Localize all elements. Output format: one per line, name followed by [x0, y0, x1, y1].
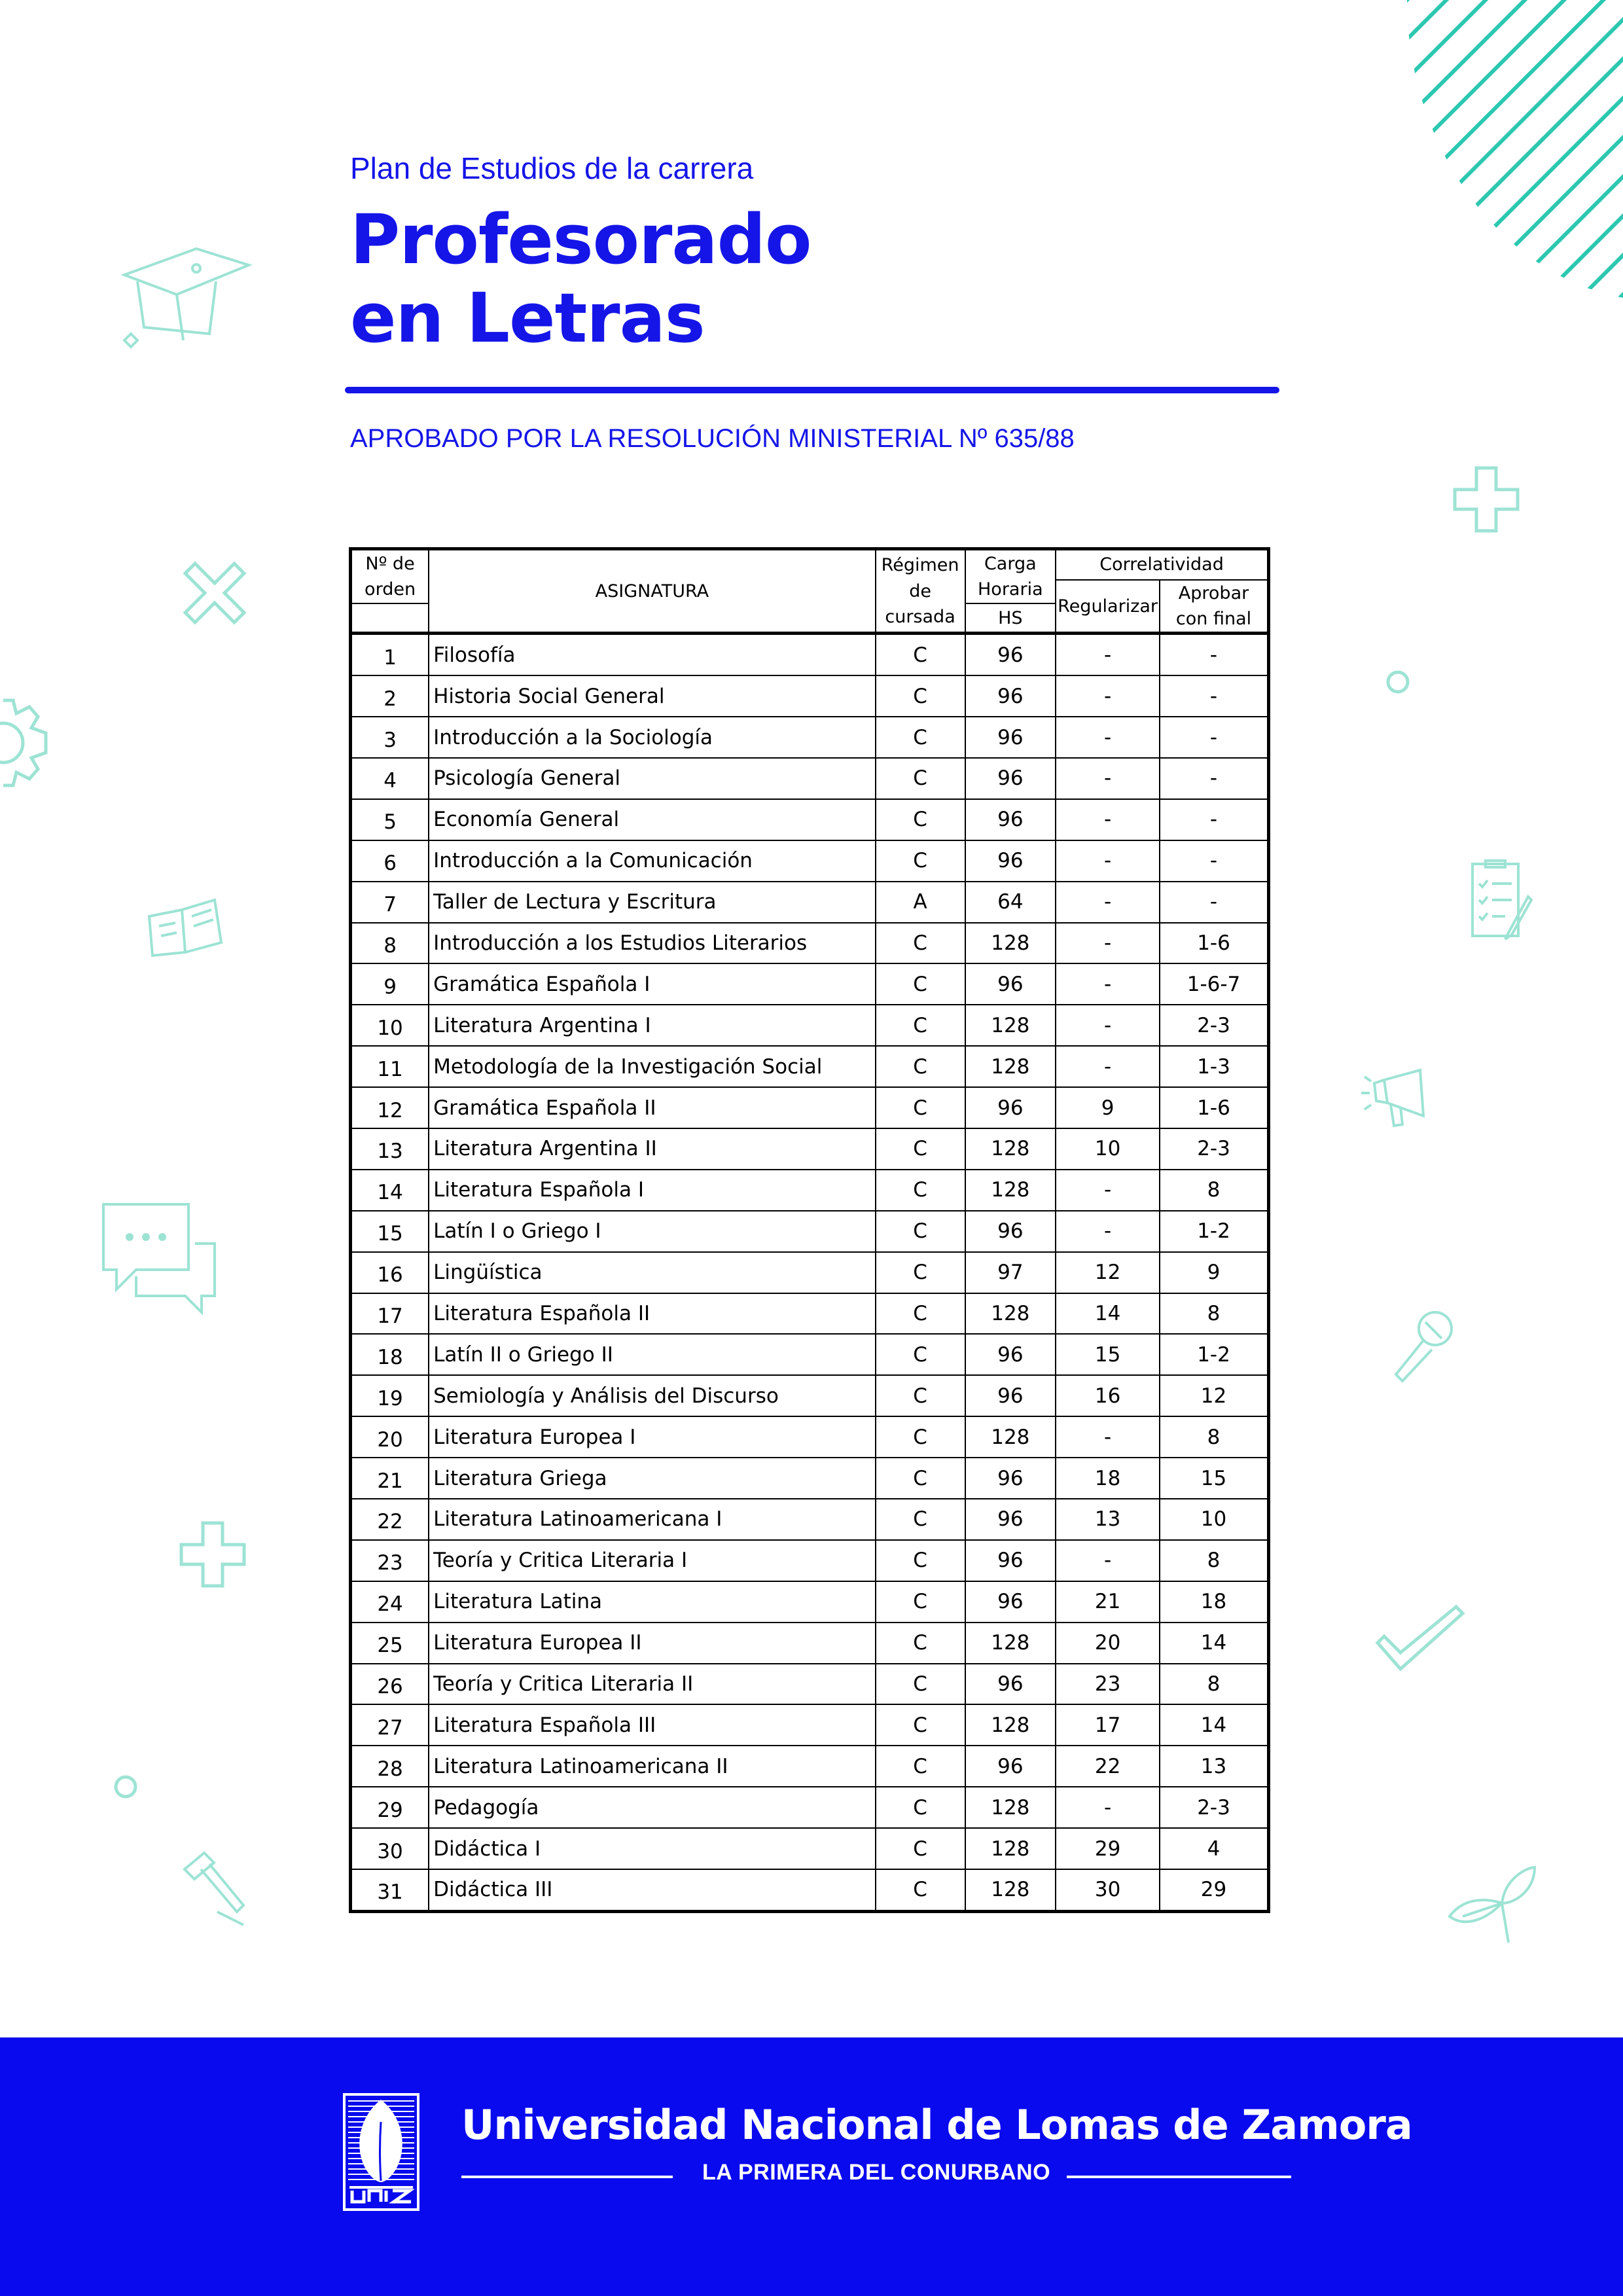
aprobar-cell: 1-6: [1160, 1087, 1268, 1128]
aprobar-cell: 4: [1160, 1828, 1268, 1869]
aprobar-cell: 1-6-7: [1160, 963, 1268, 1005]
hours-cell: 128: [965, 1623, 1056, 1664]
regularizar-cell: 10: [1056, 1128, 1160, 1170]
table-row: [351, 1046, 1269, 1087]
header-orden-spacer: [351, 603, 429, 633]
leaf-icon: [1443, 1864, 1541, 1949]
regimen-cell: C: [876, 1252, 965, 1293]
hours-cell: 96: [965, 758, 1056, 799]
regularizar-cell: 12: [1056, 1252, 1160, 1293]
subject-name: Teoría y Critica Literaria II: [429, 1664, 876, 1705]
aprobar-cell: -: [1160, 882, 1268, 923]
hours-cell: 96: [965, 1540, 1056, 1581]
row-number: 9: [351, 963, 429, 1005]
diagonal-stripes: [1407, 0, 1623, 301]
regimen-cell: C: [876, 1375, 965, 1416]
regularizar-cell: -: [1056, 634, 1160, 675]
regularizar-cell: -: [1056, 1540, 1160, 1581]
regimen-cell: C: [876, 758, 965, 799]
aprobar-cell: 29: [1160, 1869, 1268, 1911]
table-row: [351, 1499, 1269, 1540]
gear-icon: [0, 687, 59, 798]
regularizar-cell: -: [1056, 1416, 1160, 1458]
regimen-cell: C: [876, 1046, 965, 1087]
table-row: [351, 1170, 1269, 1211]
table-row: [351, 1458, 1269, 1499]
header-regimen: Régimen de cursada: [876, 549, 965, 634]
table-row: [351, 1869, 1269, 1911]
regimen-cell: C: [876, 717, 965, 758]
regimen-cell: C: [876, 1704, 965, 1746]
regularizar-cell: 29: [1056, 1828, 1160, 1869]
row-number: 6: [351, 840, 429, 882]
hours-cell: 96: [965, 1087, 1056, 1128]
page-title: [350, 201, 1279, 357]
aprobar-cell: 1-2: [1160, 1334, 1268, 1375]
row-number: 8: [351, 923, 429, 964]
aprobar-cell: -: [1160, 634, 1268, 675]
table-row: [351, 1087, 1269, 1128]
checkmark-icon: [1374, 1604, 1466, 1676]
document-header: [350, 151, 1279, 357]
subject-name: Taller de Lectura y Escritura: [429, 882, 876, 923]
subject-name: Literatura Latina: [429, 1581, 876, 1623]
table-row: [351, 1704, 1269, 1746]
row-number: 30: [351, 1828, 429, 1869]
row-number: 12: [351, 1087, 429, 1128]
regimen-cell: C: [876, 1211, 965, 1252]
regimen-cell: C: [876, 1416, 965, 1458]
row-number: 16: [351, 1252, 429, 1293]
regimen-cell: C: [876, 1458, 965, 1499]
subject-name: Literatura Latinoamericana I: [429, 1499, 876, 1540]
row-number: 2: [351, 675, 429, 717]
table-row: [351, 1334, 1269, 1375]
hours-cell: 96: [965, 799, 1056, 840]
study-plan-table: [349, 547, 1270, 1913]
regimen-cell: C: [876, 1540, 965, 1581]
aprobar-cell: 2-3: [1160, 1005, 1268, 1046]
subject-name: Literatura Argentina II: [429, 1128, 876, 1170]
regimen-cell: C: [876, 1128, 965, 1170]
hours-cell: 128: [965, 923, 1056, 964]
table-row: [351, 1828, 1269, 1869]
subject-name: Lingüística: [429, 1252, 876, 1293]
table-row: [351, 1416, 1269, 1458]
row-number: 27: [351, 1704, 429, 1746]
regimen-cell: C: [876, 1623, 965, 1664]
row-number: 22: [351, 1499, 429, 1540]
aprobar-cell: 2-3: [1160, 1128, 1268, 1170]
hours-cell: 128: [965, 1704, 1056, 1746]
table-row: [351, 799, 1269, 840]
aprobar-cell: 8: [1160, 1416, 1268, 1458]
header-correlatividad: Correlatividad: [1056, 549, 1268, 581]
subject-name: Literatura Española II: [429, 1293, 876, 1335]
regularizar-cell: -: [1056, 1170, 1160, 1211]
hours-cell: 97: [965, 1252, 1056, 1293]
subject-name: Economía General: [429, 799, 876, 840]
hours-cell: 96: [965, 1499, 1056, 1540]
aprobar-cell: 8: [1160, 1540, 1268, 1581]
table-row: [351, 1746, 1269, 1787]
regularizar-cell: 21: [1056, 1581, 1160, 1623]
microphone-icon: [1386, 1309, 1458, 1388]
aprobar-cell: 9: [1160, 1252, 1268, 1293]
subject-name: Literatura Europea I: [429, 1416, 876, 1458]
aprobar-cell: 1-3: [1160, 1046, 1268, 1087]
subject-name: Literatura Griega: [429, 1458, 876, 1499]
header-divider: [345, 387, 1279, 393]
subject-name: Didáctica III: [429, 1869, 876, 1911]
regimen-cell: C: [876, 1005, 965, 1046]
plus-icon-right: [1452, 465, 1521, 534]
aprobar-cell: 13: [1160, 1746, 1268, 1787]
table-row: [351, 717, 1269, 758]
hours-cell: 96: [965, 1746, 1056, 1787]
subject-name: Introducción a la Sociología: [429, 717, 876, 758]
regularizar-cell: 30: [1056, 1869, 1160, 1911]
table-row: [351, 1005, 1269, 1046]
regularizar-cell: -: [1056, 1005, 1160, 1046]
table-row: [351, 1623, 1269, 1664]
hours-cell: 96: [965, 963, 1056, 1005]
open-book-icon: [143, 890, 228, 962]
aprobar-cell: 1-6: [1160, 923, 1268, 964]
row-number: 23: [351, 1540, 429, 1581]
tagline-block: [461, 2160, 1291, 2193]
regimen-cell: C: [876, 1869, 965, 1911]
subject-name: Literatura Española I: [429, 1170, 876, 1211]
aprobar-cell: 1-2: [1160, 1211, 1268, 1252]
header-regularizar: Regularizar: [1056, 580, 1160, 634]
regularizar-cell: -: [1056, 758, 1160, 799]
tagline-line-right: [1067, 2176, 1291, 2178]
regularizar-cell: -: [1056, 1787, 1160, 1828]
aprobar-cell: 14: [1160, 1623, 1268, 1664]
row-number: 13: [351, 1128, 429, 1170]
header-orden: Nº de orden: [351, 549, 429, 604]
table-row: [351, 634, 1269, 675]
regularizar-cell: 13: [1056, 1499, 1160, 1540]
table-row: [351, 758, 1269, 799]
table-row: [351, 1540, 1269, 1581]
subject-name: Gramática Española II: [429, 1087, 876, 1128]
row-number: 25: [351, 1623, 429, 1664]
subject-name: Pedagogía: [429, 1787, 876, 1828]
regimen-cell: C: [876, 923, 965, 964]
university-name: Universidad Nacional de Lomas de Zamora: [461, 2101, 1412, 2149]
subject-name: Filosofía: [429, 634, 876, 675]
row-number: 28: [351, 1746, 429, 1787]
aprobar-cell: 2-3: [1160, 1787, 1268, 1828]
aprobar-cell: -: [1160, 675, 1268, 717]
table-row: [351, 1375, 1269, 1416]
table-row: [351, 1128, 1269, 1170]
subject-name: Semiología y Análisis del Discurso: [429, 1375, 876, 1416]
subject-name: Gramática Española I: [429, 963, 876, 1005]
table-row: [351, 963, 1269, 1005]
row-number: 18: [351, 1334, 429, 1375]
row-number: 26: [351, 1664, 429, 1705]
hours-cell: 128: [965, 1416, 1056, 1458]
subject-name: Historia Social General: [429, 675, 876, 717]
regularizar-cell: -: [1056, 1211, 1160, 1252]
aprobar-cell: -: [1160, 840, 1268, 882]
aprobar-cell: 18: [1160, 1581, 1268, 1623]
subject-name: Psicología General: [429, 758, 876, 799]
subject-name: Latín I o Griego I: [429, 1211, 876, 1252]
regimen-cell: C: [876, 1664, 965, 1705]
subject-name: Literatura Europea II: [429, 1623, 876, 1664]
row-number: 3: [351, 717, 429, 758]
hours-cell: 96: [965, 1334, 1056, 1375]
aprobar-cell: -: [1160, 717, 1268, 758]
table-body: [351, 634, 1269, 1912]
table-row: [351, 1787, 1269, 1828]
row-number: 29: [351, 1787, 429, 1828]
regimen-cell: C: [876, 840, 965, 882]
regularizar-cell: 14: [1056, 1293, 1160, 1335]
cross-icon: [182, 560, 247, 626]
regimen-cell: C: [876, 1828, 965, 1869]
megaphone-icon: [1358, 1060, 1436, 1132]
title-line-1: Profesorado: [350, 200, 812, 280]
row-number: 5: [351, 799, 429, 840]
hours-cell: 96: [965, 1581, 1056, 1623]
row-number: 21: [351, 1458, 429, 1499]
regularizar-cell: 17: [1056, 1704, 1160, 1746]
regularizar-cell: -: [1056, 675, 1160, 717]
hours-cell: 128: [965, 1869, 1056, 1911]
resolution-text: APROBADO POR LA RESOLUCIÓN MINISTERIAL Nº 635/88: [350, 424, 1075, 453]
row-number: 15: [351, 1211, 429, 1252]
hours-cell: 128: [965, 1170, 1056, 1211]
aprobar-cell: -: [1160, 799, 1268, 840]
plus-icon: [178, 1520, 247, 1589]
hours-cell: 96: [965, 634, 1056, 675]
hours-cell: 96: [965, 1211, 1056, 1252]
row-number: 20: [351, 1416, 429, 1458]
regimen-cell: A: [876, 882, 965, 923]
regularizar-cell: -: [1056, 963, 1160, 1005]
hours-cell: 128: [965, 1046, 1056, 1087]
aprobar-cell: 8: [1160, 1293, 1268, 1335]
regularizar-cell: 22: [1056, 1746, 1160, 1787]
table-row: [351, 1293, 1269, 1335]
regimen-cell: C: [876, 1334, 965, 1375]
circle-icon: [113, 1774, 139, 1800]
header-asignatura: ASIGNATURA: [429, 549, 876, 634]
hours-cell: 96: [965, 717, 1056, 758]
gavel-icon: [171, 1850, 250, 1928]
regularizar-cell: 16: [1056, 1375, 1160, 1416]
row-number: 24: [351, 1581, 429, 1623]
regimen-cell: C: [876, 1581, 965, 1623]
subject-name: Latín II o Griego II: [429, 1334, 876, 1375]
subject-name: Metodología de la Investigación Social: [429, 1046, 876, 1087]
header-carga: Carga Horaria: [965, 549, 1056, 604]
regularizar-cell: -: [1056, 1046, 1160, 1087]
checklist-icon: [1466, 857, 1538, 942]
subject-name: Teoría y Critica Literaria I: [429, 1540, 876, 1581]
aprobar-cell: 8: [1160, 1170, 1268, 1211]
regularizar-cell: 15: [1056, 1334, 1160, 1375]
hours-cell: 128: [965, 1828, 1056, 1869]
regularizar-cell: -: [1056, 923, 1160, 964]
table-row: [351, 840, 1269, 882]
aprobar-cell: 14: [1160, 1704, 1268, 1746]
table-row: [351, 675, 1269, 717]
hours-cell: 96: [965, 1375, 1056, 1416]
regularizar-cell: 20: [1056, 1623, 1160, 1664]
table-row: [351, 882, 1269, 923]
hours-cell: 128: [965, 1293, 1056, 1335]
regimen-cell: C: [876, 1293, 965, 1335]
hours-cell: 96: [965, 1458, 1056, 1499]
regimen-cell: C: [876, 1746, 965, 1787]
row-number: 31: [351, 1869, 429, 1911]
row-number: 7: [351, 882, 429, 923]
hours-cell: 64: [965, 882, 1056, 923]
row-number: 11: [351, 1046, 429, 1087]
regimen-cell: C: [876, 634, 965, 675]
regimen-cell: C: [876, 963, 965, 1005]
hours-cell: 128: [965, 1005, 1056, 1046]
regularizar-cell: 18: [1056, 1458, 1160, 1499]
hours-cell: 128: [965, 1128, 1056, 1170]
chat-bubbles-icon: [97, 1198, 221, 1316]
table-row: [351, 1211, 1269, 1252]
university-logo: [343, 2093, 419, 2211]
row-number: 14: [351, 1170, 429, 1211]
aprobar-cell: 8: [1160, 1664, 1268, 1705]
table-row: [351, 1664, 1269, 1705]
subject-name: Didáctica I: [429, 1828, 876, 1869]
graduation-cap-icon: [118, 236, 255, 353]
regularizar-cell: -: [1056, 840, 1160, 882]
regimen-cell: C: [876, 1499, 965, 1540]
subject-name: Introducción a los Estudios Literarios: [429, 923, 876, 964]
kicker: Plan de Estudios de la carrera: [350, 151, 754, 185]
hours-cell: 96: [965, 675, 1056, 717]
table-row: [351, 923, 1269, 964]
subject-name: Literatura Argentina I: [429, 1005, 876, 1046]
header-aprobar: Aprobar con final: [1160, 580, 1268, 634]
aprobar-cell: 15: [1160, 1458, 1268, 1499]
regularizar-cell: 9: [1056, 1087, 1160, 1128]
title-line-2: en Letras: [350, 278, 705, 358]
table-row: [351, 1581, 1269, 1623]
header-hs: HS: [965, 603, 1056, 633]
table-row: [351, 1252, 1269, 1293]
hours-cell: 128: [965, 1787, 1056, 1828]
row-number: 10: [351, 1005, 429, 1046]
circle-icon-right: [1385, 669, 1411, 695]
regularizar-cell: -: [1056, 799, 1160, 840]
row-number: 4: [351, 758, 429, 799]
row-number: 1: [351, 634, 429, 675]
subject-name: Literatura Española III: [429, 1704, 876, 1746]
aprobar-cell: -: [1160, 758, 1268, 799]
subject-name: Literatura Latinoamericana II: [429, 1746, 876, 1787]
regularizar-cell: -: [1056, 717, 1160, 758]
regimen-cell: C: [876, 1787, 965, 1828]
regimen-cell: C: [876, 675, 965, 717]
regularizar-cell: -: [1056, 882, 1160, 923]
aprobar-cell: 12: [1160, 1375, 1268, 1416]
hours-cell: 96: [965, 1664, 1056, 1705]
aprobar-cell: 10: [1160, 1499, 1268, 1540]
tagline: LA PRIMERA DEL CONURBANO: [702, 2160, 1051, 2185]
regularizar-cell: 23: [1056, 1664, 1160, 1705]
hours-cell: 96: [965, 840, 1056, 882]
subject-name: Introducción a la Comunicación: [429, 840, 876, 882]
row-number: 17: [351, 1293, 429, 1335]
regimen-cell: C: [876, 799, 965, 840]
regimen-cell: C: [876, 1170, 965, 1211]
regimen-cell: C: [876, 1087, 965, 1128]
row-number: 19: [351, 1375, 429, 1416]
